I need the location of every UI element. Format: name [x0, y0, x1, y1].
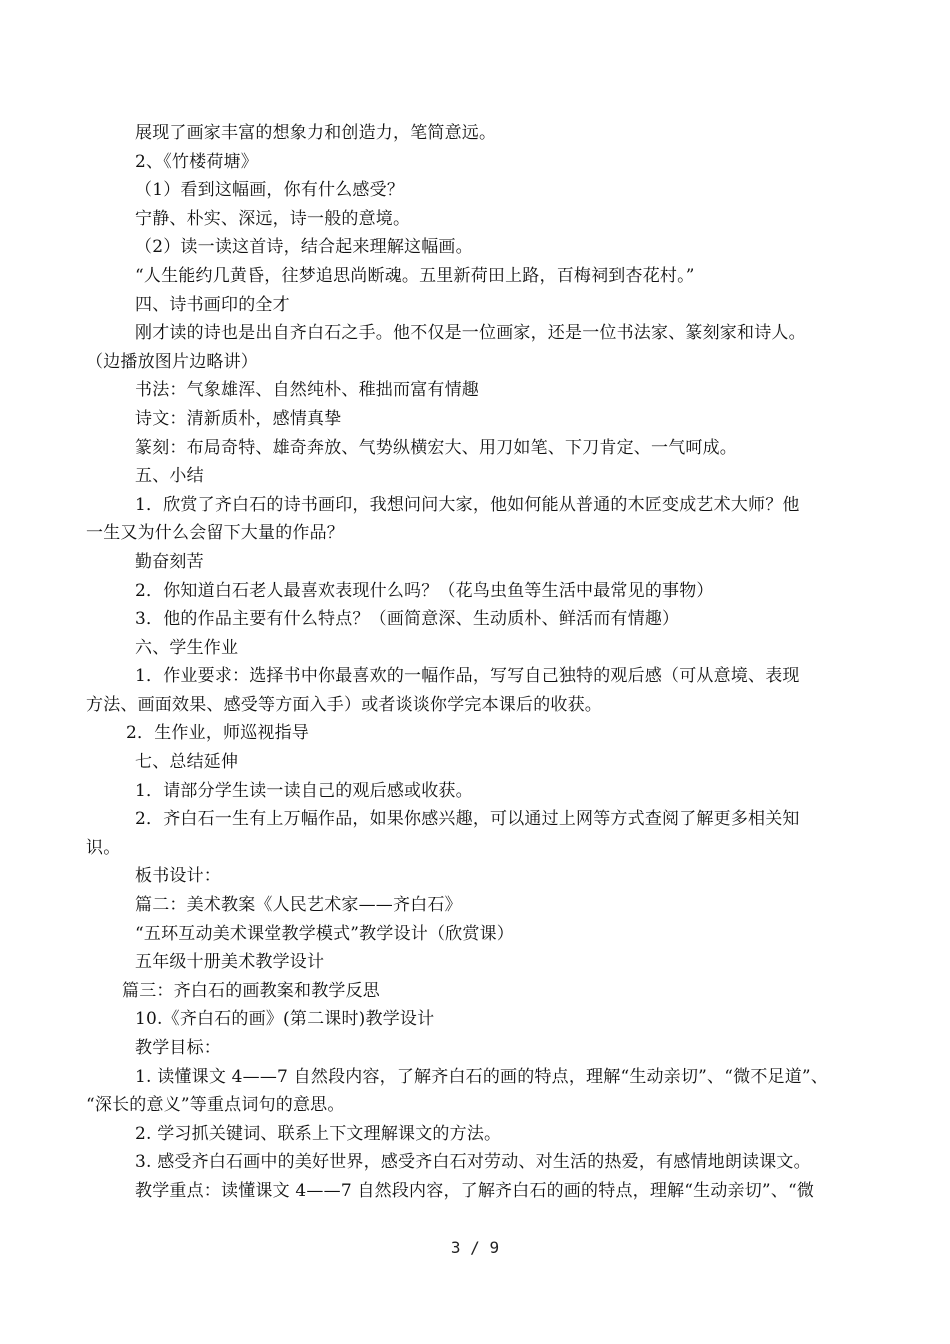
- text-line: 方法、画面效果、感受等方面入手）或者谈谈你学完本课后的收获。: [86, 694, 602, 715]
- text-line: （2）读一读这首诗，结合起来理解这幅画。: [135, 237, 473, 258]
- text-line: 勤奋刻苦: [135, 551, 204, 572]
- text-line: 展现了画家丰富的想象力和创造力，笔简意远。: [135, 123, 497, 143]
- text-line: 诗文：清新质朴，感情真挚: [135, 408, 342, 429]
- text-line: 板书设计：: [135, 866, 221, 887]
- text-line: 六、学生作业: [135, 637, 239, 658]
- text-line: 1. 读懂课文 4——7 自然段内容，了解齐白石的画的特点，理解“生动亲切”、“微不足道”、: [135, 1066, 829, 1087]
- text-line: 2．生作业，师巡视指导: [126, 723, 310, 744]
- text-line: 五、小结: [135, 466, 204, 487]
- text-line: 书法：气象雄浑、自然纯朴、稚拙而富有情趣: [135, 380, 479, 401]
- page-number: 3 / 9: [450, 1238, 500, 1257]
- text-line: 五年级十册美术教学设计: [135, 952, 325, 973]
- text-line: 宁静、朴实、深远，诗一般的意境。: [135, 208, 411, 229]
- text-line: 识。: [86, 837, 121, 858]
- text-line: 教学重点：读懂课文 4——7 自然段内容，了解齐白石的画的特点，理解“生动亲切”、“微: [135, 1180, 815, 1201]
- text-line: 教学目标：: [135, 1038, 221, 1058]
- text-line: 刚才读的诗也是出自齐白石之手。他不仅是一位画家，还是一位书法家、篆刻家和诗人。: [135, 323, 806, 344]
- text-line: 2．齐白石一生有上万幅作品，如果你感兴趣，可以通过上网等方式查阅了解更多相关知: [135, 809, 800, 830]
- text-line: 2．你知道白石老人最喜欢表现什么吗？（花鸟虫鱼等生活中最常见的事物）: [135, 580, 714, 601]
- text-line: “人生能约几黄昏，往梦追思尚断魂。五里新荷田上路，百梅祠到杏花村。”: [135, 265, 695, 286]
- text-line: 一生又为什么会留下大量的作品？: [86, 523, 344, 544]
- text-line: （1）看到这幅画，你有什么感受？: [135, 180, 405, 201]
- text-line: 篇二：美术教案《人民艺术家——齐白石》: [135, 895, 462, 916]
- text-line: 四、诗书画印的全才: [135, 294, 290, 315]
- text-line: “深长的意义”等重点词句的意思。: [86, 1095, 345, 1116]
- text-line: 篇三：齐白石的画教案和教学反思: [122, 980, 380, 1001]
- text-line: 3．他的作品主要有什么特点？（画简意深、生动质朴、鲜活而有情趣）: [135, 609, 680, 630]
- text-line: 1．请部分学生读一读自己的观后感或收获。: [135, 780, 473, 801]
- text-line: 2. 学习抓关键词、联系上下文理解课文的方法。: [135, 1123, 502, 1144]
- text-line: 10.《齐白石的画》(第二课时)教学设计: [135, 1009, 435, 1030]
- text-line: “五环互动美术课堂教学模式”教学设计（欣赏课）: [135, 923, 514, 944]
- text-line: 3. 感受齐白石画中的美好世界，感受齐白石对劳动、对生活的热爱，有感情地朗读课文。: [135, 1152, 811, 1173]
- text-line: 1．作业要求：选择书中你最喜欢的一幅作品，写写自己独特的观后感（可从意境、表现: [135, 666, 800, 687]
- document-body: [86, 119, 866, 1206]
- text-line: 七、总结延伸: [135, 752, 239, 773]
- text-line: （边播放图片边略讲）: [86, 351, 258, 372]
- text-line: 2、《竹楼荷塘》: [135, 151, 258, 172]
- text-line: 1．欣赏了齐白石的诗书画印，我想问问大家，他如何能从普通的木匠变成艺术大师？他: [135, 494, 800, 515]
- text-line: 篆刻：布局奇特、雄奇奔放、气势纵横宏大、用刀如笔、下刀肯定、一气呵成。: [135, 437, 737, 458]
